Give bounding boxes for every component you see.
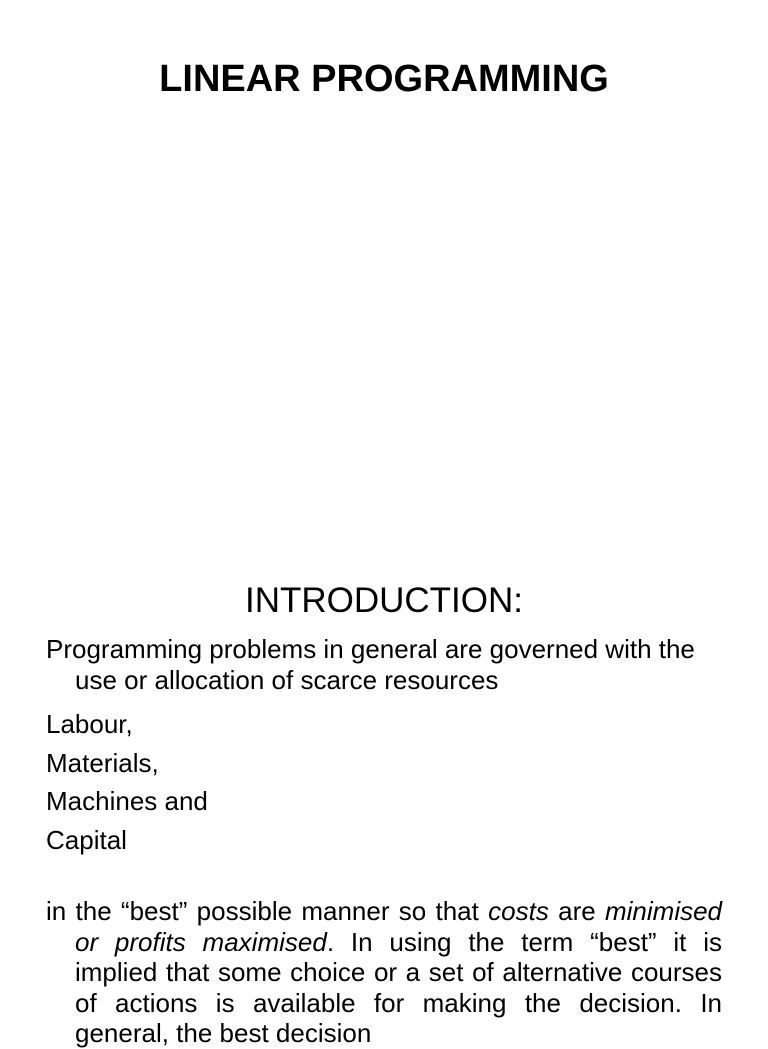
best-paragraph-costs: costs	[488, 896, 549, 926]
resource-item: Machines and	[46, 786, 208, 816]
best-paragraph-emphasis: minimised or profits maximised	[75, 896, 723, 957]
best-paragraph-block	[46, 896, 722, 1049]
intro-paragraph-block	[46, 634, 722, 696]
slide-title: LINEAR PROGRAMMING	[159, 58, 609, 100]
best-paragraph-text-3: . In using the term “best” it is implied that some choice or a set of alternative courses of actions is available for making the decision. In general, the best decision	[75, 926, 722, 1048]
best-paragraph-text-1: in the “best” possible manner so that	[46, 896, 489, 926]
resource-list	[46, 705, 208, 859]
best-paragraph-text-2: are	[548, 896, 605, 926]
best-paragraph	[46, 896, 722, 1049]
resource-item: Labour,	[46, 709, 133, 739]
resource-item: Materials,	[46, 747, 159, 778]
section-heading: INTRODUCTION:	[244, 581, 524, 620]
intro-paragraph: Programming problems in general are governed with the use or allocation of scarce resources	[46, 634, 695, 695]
resource-item: Capital	[46, 824, 127, 855]
